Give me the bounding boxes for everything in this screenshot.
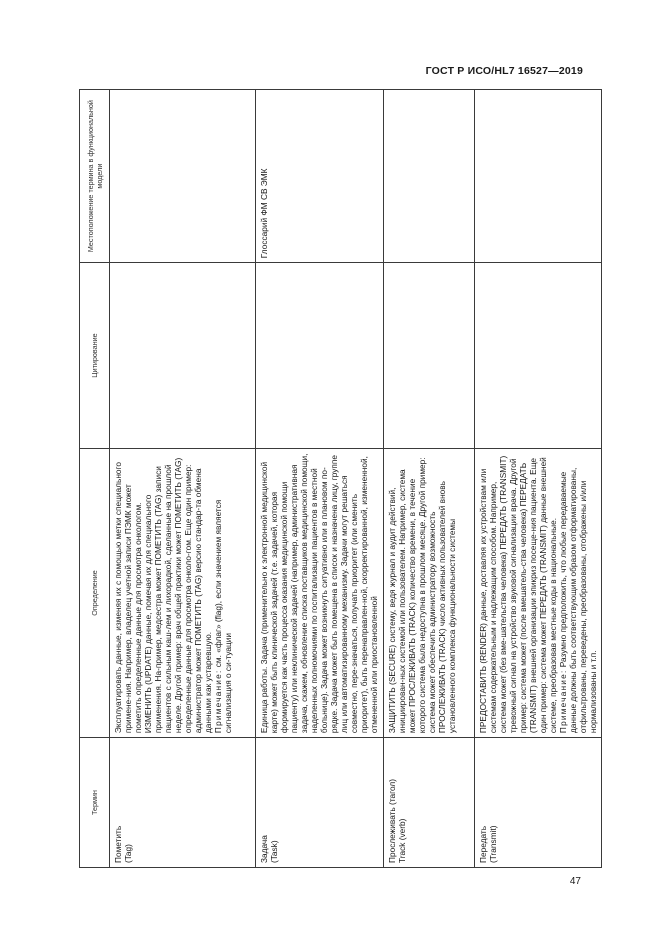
term-name: Задача (259, 835, 269, 863)
term-cell (110, 738, 256, 868)
terms-table-rotated (79, 89, 598, 868)
term-cell (384, 738, 475, 868)
column-header-citation: Цитирование (80, 263, 110, 449)
note-label: Примечание: (558, 669, 568, 734)
citation-cell (475, 263, 602, 449)
citation-cell (384, 263, 475, 449)
term-cell (475, 738, 602, 868)
citation-cell (256, 263, 384, 449)
note-label: Примечание: (213, 669, 223, 734)
definition-note (558, 453, 598, 733)
definition-cell (110, 448, 256, 737)
term-english: (Transmit) (488, 825, 498, 863)
document-header: ГОСТ Р ИСО/HL7 16527—2019 (425, 65, 583, 77)
table-row (110, 90, 256, 868)
page-number: 47 (569, 876, 581, 887)
definition-note (213, 453, 233, 733)
definition-cell (384, 448, 475, 737)
term-cell (256, 738, 384, 868)
location-cell (475, 90, 602, 263)
note-text: см. «флаг» (flag), если значением является сигнализация о си-туации (213, 499, 233, 734)
definition-cell (475, 448, 602, 737)
term-english: (Task) (269, 840, 279, 863)
definition-paragraph: ПРЕДОСТАВИТЬ (RENDER) данные, доставляя их устройствам или системам содержательным и надлежащим способом. Например, система может (без вме-шательства человека) ПЕРЕДАТЬ (TRANSMIT) тревожный сигнал на устройство звуковой сигнализации врача. Другой пример: система может (после вмешатель-ства человека) ПЕРЕДАТЬ (TRANSMIT) внешней организации эпикриз посеще-ния пациента. Еще один пример: система может ПЕРЕДАТЬ (TRANSMIT) данные внешней системе, преобразовав местные коды в национальные. (478, 455, 558, 734)
definition-paragraph: Эксплуатировать данные, изменяя их с помощью метки специального примене-ния. Например, владелец учетной записи ПЭМК может пометить определенные данные для просмотра онкологом. (113, 462, 143, 734)
definition-paragraph: ИЗМЕНИТЬ (UPDATE) данные, помечая их для специального применения. На-пример, медсестра может ПОМЕТИТЬ (TAG) записи пациентов с сильным каш-лем и лихорадкой, сделанные на прошлой неделе. Другой пример: врач общей практики может ПОМЕТИТЬ (TAG) определенные данные для просмотра онколо-гом. Еще один пример: администратор может ПОМЕТИТЬ (TAG) версию стандар-та обмена данными как устаревшую. (143, 457, 213, 734)
term-english: Track (verb) (397, 818, 407, 863)
definition-cell (256, 448, 384, 737)
definition-paragraph: Единица работы. Задача (применительно к электронной медицинской карте) может быть клинической задачей (т.е. задачей, которая формируется как часть процесса оказания медицинской помощи пациенту) или неклинической задачей (например, административная задача, скажем, обновление списка поставщиков медицинской помощи, наделенных полномочиями по госпитализации пациентов в местной больнице). Задача может возникнуть ситуативно или в плановом по-рядке. Задача может быть помещена в список и назначена лицу, группе лиц или автоматизированному механизму. Задачи могут решаться совместно, пере-значаться, получать приоритет (или сменить приоритет), быть перенаправлен-ной, скорректированной, измененной, отмененной или приостановленной (259, 453, 379, 734)
citation-cell (110, 263, 256, 449)
location-cell (384, 90, 475, 263)
terms-table-wrapper (79, 89, 598, 868)
column-header-location: Местоположение термина в функциональной модели (80, 90, 110, 263)
table-header-row (80, 90, 110, 868)
column-header-definition: Определение (80, 448, 110, 737)
term-name: Пометить (113, 825, 123, 863)
location-cell: Глоссарий ФМ СВ ЭМК (256, 90, 384, 263)
definition-paragraph: ЗАЩИТИТЬ (SECURE) систему, ведя журнал и аудит действий, инициирован-ных системой или пользователем. Например, система может ПРОСЛЕЖИВАТЬ (TRACK) количество времени, в течение которого система была недоступна в прошлом месяце. Другой пример: система может обеспечить администратору возможность ПРОСЛЕЖИВАТЬ (TRACK) число активных пользователей вновь установленного комплекса функциональности системы (387, 457, 457, 734)
term-name: Прослеживать (тагол) (387, 778, 397, 863)
table-row (256, 90, 384, 868)
location-cell (110, 90, 256, 263)
column-header-term: Термин (80, 738, 110, 868)
table-row (384, 90, 475, 868)
term-name: Передать (478, 825, 488, 863)
terms-table (79, 89, 602, 868)
note-text: Разумно предположить, что любые передаваемые данные должны быть соответствующим образом отформатированы, отфильтрованы, переведены, преобразованы, отображены и/или нормализованы и т.п. (558, 467, 598, 734)
term-english: (Tag) (123, 844, 133, 863)
table-row (475, 90, 602, 868)
